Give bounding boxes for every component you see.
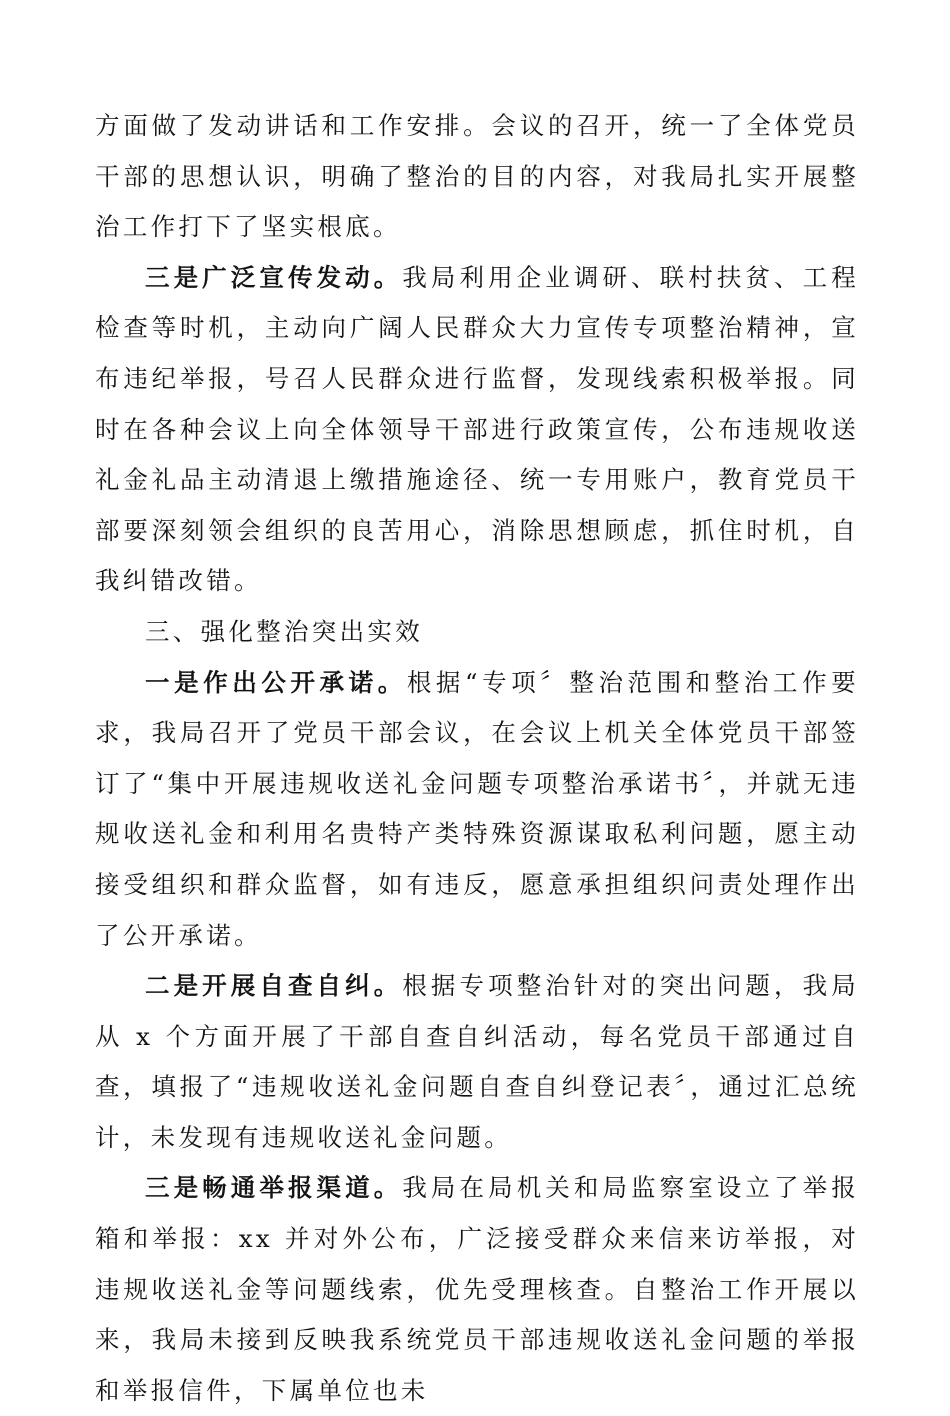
paragraph-text: 我局利用企业调研、联村扶贫、工程检查等时机，主动向广阔人民群众大力宣传专项整治精神，宣布违纪举报，号召人民群众进行监督，发现线索积极举报。同时在各种会议上向全体领导干部进行政策宣传，公布违规收送礼金礼品主动清退上缴措施途径、统一专用账户，教育党员干部要深刻领会组织的良苦用心，消除思想顾虑，抓住时机，自我纠错改错。 bbox=[95, 262, 859, 596]
paragraph-self-inspection bbox=[95, 961, 859, 1163]
paragraph-text: 根据专项整治针对的突出问题，我局从 x 个方面开展了干部自查自纠活动，每名党员干部通过自查，填报了“违规收送礼金问题自查自纠登记表〞，通过汇总统计，未发现有违规收送礼金问题。 bbox=[95, 971, 859, 1152]
paragraph-continuation: 方面做了发动讲话和工作安排。会议的召开，统一了全体党员干部的思想认识，明确了整治的目的内容，对我局扎实开展整治工作打下了坚实根底。 bbox=[95, 111, 859, 242]
paragraph-lead: 二是开展自查自纠。 bbox=[145, 971, 403, 1001]
paragraph-lead: 三是广泛宣传发动。 bbox=[145, 262, 403, 292]
paragraph-publicity bbox=[95, 253, 859, 607]
paragraph-lead: 一是作出公开承诺。 bbox=[145, 667, 407, 697]
paragraph-text: 我局在局机关和局监察室设立了举报箱和举报：xx 并对外公布，广泛接受群众来信来访举报，对违规收送礼金等问题线索，优先受理核查。自整治工作开展以来，我局未接到反映我系统党员干部违规收送礼金问题的举报和举报信件，下属单位也未 bbox=[95, 1173, 859, 1405]
section-heading: 三、强化整治突出实效 bbox=[145, 616, 423, 646]
document-body bbox=[95, 101, 859, 1416]
paragraph-text: 根据“专项〞整治范围和整治工作要求，我局召开了党员干部会议，在会议上机关全体党员干部签订了“集中开展违规收送礼金问题专项整治承诺书〞，并就无违规收送礼金和利用名贵特产类特殊资源谋取私利问题，愿主动接受组织和群众监督，如有违反，愿意承担组织问责处理作出了公开承诺。 bbox=[95, 667, 860, 950]
paragraph-public-commitment bbox=[95, 658, 859, 962]
paragraph-reporting-channels bbox=[95, 1163, 859, 1416]
paragraph-lead: 三是畅通举报渠道。 bbox=[145, 1173, 403, 1203]
